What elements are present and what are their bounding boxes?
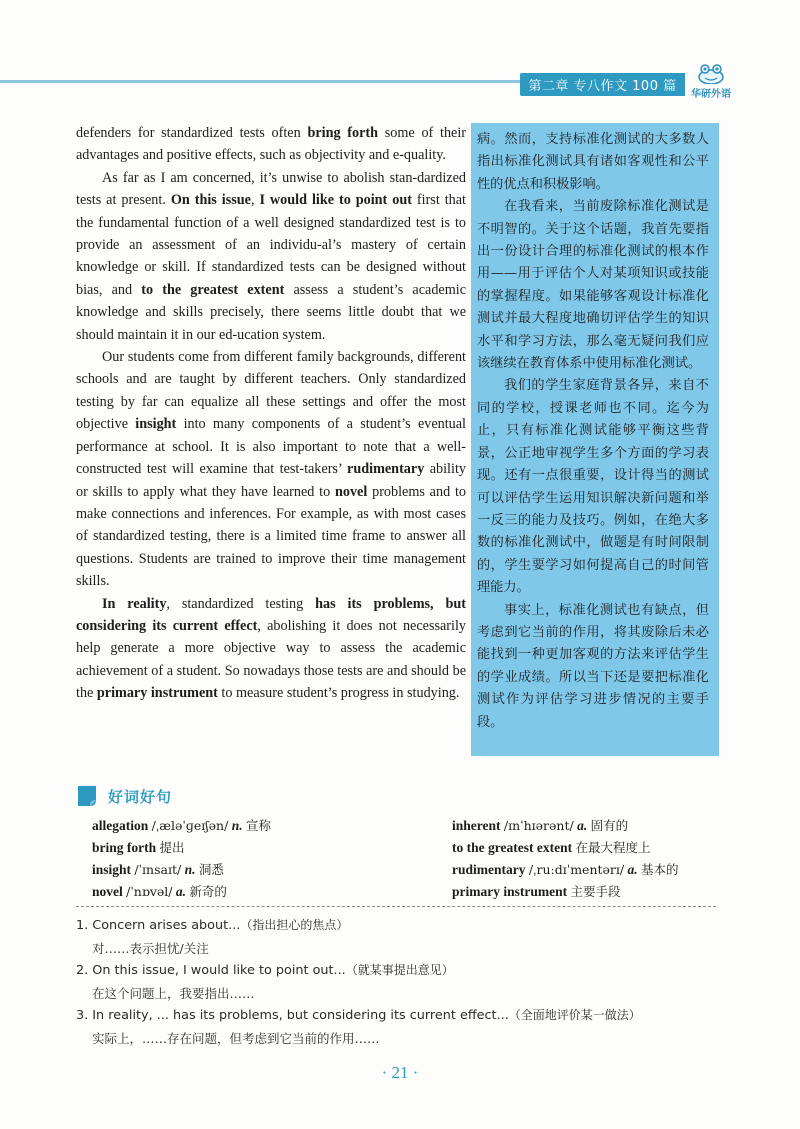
essay-paragraph-1: defenders for standardized tests often bring forth some of their advantages and positive effects, such as objectivity and e-quality. — [76, 125, 467, 164]
sentence-pattern: 1. Concern arises about...（指出担心的焦点） 对……表示担忧/关注 — [76, 918, 349, 956]
translation-paragraph-2: 在我看来，当前废除标准化测试是不明智的。关于这个话题，我首先要指出一份设计合理的标准化测试的根本作用——用于评估个人对某项知识或技能的掌握程度。如果能够客观设计标准化测试并最大程度地确切评估学生的知识水平和学习方法，那么毫无疑问我们应该继续在教育体系中使用标准化测试。 — [477, 199, 709, 372]
divider — [76, 906, 716, 907]
essay-paragraph-4: In reality, standardized testing has its problems, but considering its current effect, abolishing it does not necessarily help generate a more objective way to assess the academic achievement of a student. So nowadays those tests are and should be the primary instrument to measure student’s progress in studying. — [76, 595, 466, 702]
essay-paragraph-2: As far as I am concerned, it’s unwise to abolish stan-dardized tests at present. On this issue, I would like to point out first that the fundamental function of a well designed standardized test is to provide an assessment of an individu-al’s mastery of certain knowledge or skill. If standardized tests can be designed without bias, and to the greatest extent assess a student’s academic knowledge and skills precisely, there seems little doubt that we should maintain it in our ed-ucation system. — [76, 169, 466, 343]
translation-box — [471, 123, 719, 756]
bookmark-icon — [76, 784, 98, 808]
brand-logo — [688, 64, 734, 100]
vocab-item: bring forth 提出 — [92, 840, 185, 855]
translation-paragraph-4: 事实上，标准化测试也有缺点，但考虑到它当前的作用，将其废除后未必能找到一种更加客观的方法来评估学生的学业成绩。所以当下还是要把标准化测试作为评估学习进步情况的主要手段。 — [477, 602, 709, 730]
vocab-item: novel /ˈnɒvəl/ a. 新奇的 — [92, 884, 227, 899]
page-number: · 21 · — [381, 1063, 419, 1082]
essay-column — [76, 122, 466, 705]
chapter-tab: 第二章 专八作文 100 篇 — [520, 73, 685, 96]
vocab-item: primary instrument 主要手段 — [452, 884, 621, 899]
translation-paragraph-3: 我们的学生家庭背景各异，来自不同的学校，授课老师也不同。迄今为止，只有标准化测试能够平衡这些背景，公正地审视学生多个方面的学习表现。还有一点很重要，设计得当的测试可以评估学生运用知识解决新问题和举一反三的能力及技巧。例如，在绝大多数的标准化测试中，做题是有时间限制的，学生要学习如何提高自己的时间管理能力。 — [477, 378, 709, 596]
brand-name: 华研外语 — [691, 89, 731, 100]
translation-paragraph-1: 病。然而，支持标准化测试的大多数人指出标准化测试具有诸如客观性和公平性的优点和积极影响。 — [477, 132, 709, 192]
vocab-item: rudimentary /ˌruːdɪˈmentərɪ/ a. 基本的 — [452, 862, 679, 877]
vocab-item: allegation /ˌæləˈɡeɪʃən/ n. 宣称 — [92, 818, 271, 833]
sentence-pattern: 2. On this issue, I would like to point out...（就某事提出意见） 在这个问题上，我要指出…… — [76, 963, 454, 1001]
frog-mascot-icon — [696, 64, 726, 84]
sentence-pattern: 3. In reality, ... has its problems, but considering its current effect...（全面地评价某一做法） 实际上，……存在问题，但考虑到它当前的作用…… — [76, 1008, 641, 1046]
vocab-item: inherent /ɪnˈhɪərənt/ a. 固有的 — [452, 818, 629, 833]
section-title: 好词好句 — [108, 787, 173, 806]
essay-paragraph-3: Our students come from different family backgrounds, different schools and are taught by different teachers. Only standardized testing by far can equalize all these settings and offer the most objective insight into many components of a student’s eventual performance at school. It is also important to note that a well-constructed test will examine that test-takers’ rudimentary ability or skills to apply what they have learned to novel problems and to make connections and inferences. For example, as with most cases of standardized testing, there is a limited time frame to answer all questions. Students are trained to improve their time management skills. — [76, 349, 466, 590]
vocab-item: to the greatest extent 在最大程度上 — [452, 840, 651, 855]
vocab-item: insight /ˈɪnsaɪt/ n. 洞悉 — [92, 862, 224, 877]
section-heading — [76, 784, 172, 808]
header-rule — [0, 80, 520, 83]
